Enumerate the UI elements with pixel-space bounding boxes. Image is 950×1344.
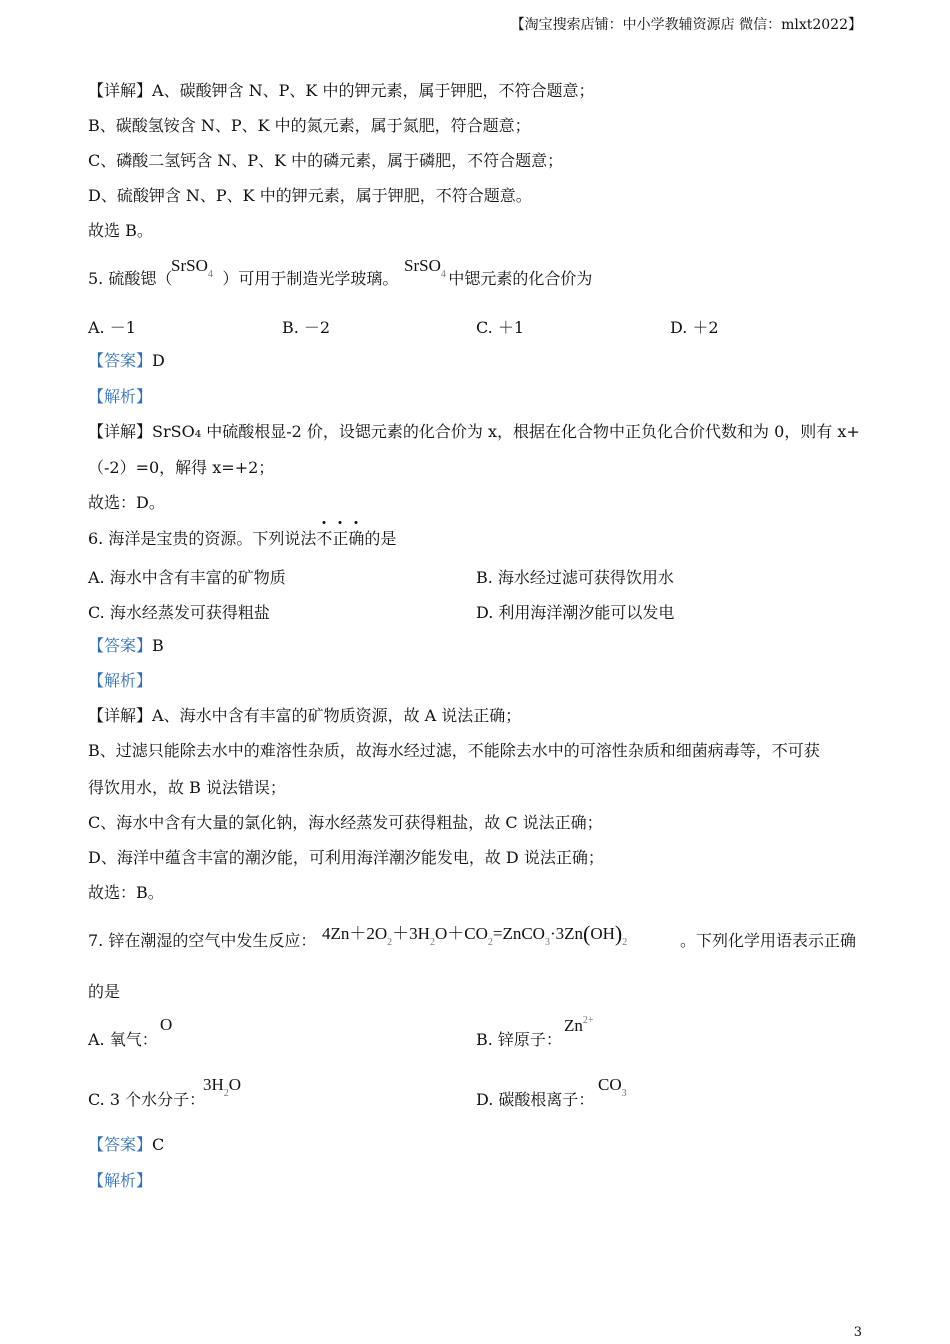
q7-answer (88, 1134, 164, 1156)
formula-text: SrSO (171, 256, 208, 275)
eq-subscript: 3 (544, 937, 550, 948)
eq-term: OH (590, 924, 615, 943)
eq-term: ＋3H (392, 924, 430, 943)
formula-text: CO (598, 1075, 622, 1094)
q7-analysis-tag: 【解析】 (88, 1171, 153, 1190)
q7-option-b-formula (564, 1016, 594, 1036)
q5-option-b: B. －2 (282, 318, 331, 337)
eq-subscript: 2 (622, 937, 628, 948)
emphasis-char: 不 (316, 529, 333, 548)
eq-paren-close: ) (614, 921, 623, 946)
formula-subscript: 2 (223, 1088, 229, 1099)
q4-detail-b: B、碳酸氢铵含 N、P、K 中的氮元素，属于氮肥，符合题意； (88, 116, 531, 135)
answer-value: B (152, 636, 164, 655)
q7-stem-line2: 的是 (88, 982, 121, 1001)
eq-term: ·3Zn (549, 924, 583, 943)
formula-text: O (228, 1075, 242, 1094)
eq-term: 4Zn＋2O (322, 924, 388, 943)
q6-stem-part1: 6. 海洋是宝贵的资源。下列说法 (88, 529, 317, 548)
eq-subscript: 2 (387, 937, 393, 948)
q5-detail-1 (88, 421, 860, 443)
q6-detail-b1: B、过滤只能除去水中的难溶性杂质，故海水经过滤，不能除去水中的可溶性杂质和细菌病毒等，不可获 (88, 741, 820, 760)
q5-formula-1 (171, 256, 213, 280)
q4-detail-d: D、硫酸钾含 N、P、K 中的钾元素，属于钾肥，不符合题意。 (88, 186, 532, 205)
q4-conclusion: 故选 B。 (88, 221, 153, 240)
eq-term: O＋CO (434, 924, 488, 943)
answer-value: C (152, 1135, 165, 1154)
q5-stem (88, 268, 592, 290)
q7-option-d-formula (598, 1075, 627, 1099)
formula-subscript: 4 (207, 269, 213, 280)
q6-analysis-tag: 【解析】 (88, 671, 153, 690)
q7-option-c-formula (203, 1075, 242, 1099)
q7-option-c-label: C. 3 个水分子： (88, 1090, 206, 1109)
q5-formula-2 (404, 256, 446, 280)
q5-detail-line1: SrSO₄ 中硫酸根显-2 价，设锶元素的化合价为 x，根据在化合物中正负化合价代数和为 0，则有 x+ (152, 422, 860, 441)
q7-option-a-formula: O (160, 1015, 173, 1034)
q4-detail-a-text: A、碳酸钾含 N、P、K 中的钾元素，属于钾肥，不符合题意； (152, 81, 595, 100)
eq-subscript: 2 (487, 937, 493, 948)
q6-option-c: C. 海水经蒸发可获得粗盐 (88, 603, 270, 622)
q6-option-a: A. 海水中含有丰富的矿物质 (88, 568, 286, 587)
q7-stem-part2: 。下列化学用语表示正确 (680, 931, 857, 950)
answer-tag: 【答案】 (88, 1135, 153, 1154)
page-header: 【淘宝搜索店铺：中小学教辅资源店 微信：mlxt2022】 (510, 17, 862, 33)
q7-stem-part1: 7. 锌在潮湿的空气中发生反应： (88, 931, 317, 950)
q7-option-a-label: A. 氧气： (88, 1030, 158, 1049)
q5-option-a: A. －1 (88, 318, 136, 337)
q6-stem (88, 528, 396, 550)
detail-tag: 【详解】 (88, 706, 153, 725)
q6-option-d: D. 利用海洋潮汐能可以发电 (476, 603, 675, 622)
formula-text: 3H (203, 1075, 224, 1094)
q5-conclusion: 故选：D。 (88, 493, 165, 512)
page-number: 3 (853, 1325, 862, 1340)
q6-detail-a (88, 705, 521, 727)
answer-tag: 【答案】 (88, 351, 153, 370)
eq-paren-open: ( (583, 921, 591, 946)
q5-option-c: C. ＋1 (476, 318, 525, 337)
q4-detail-a (88, 80, 594, 102)
detail-tag: 【详解】 (88, 422, 153, 441)
q6-conclusion: 故选：B。 (88, 883, 164, 902)
formula-superscript: 2+ (582, 1015, 594, 1026)
q6-stem-part2: 的是 (364, 529, 397, 548)
q7-reaction-equation (322, 919, 628, 948)
q6-detail-c: C、海水中含有大量的氯化钠，海水经蒸发可获得粗盐，故 C 说法正确； (88, 813, 603, 832)
q6-answer (88, 635, 164, 657)
q7-option-b-label: B. 锌原子： (476, 1030, 562, 1049)
q4-detail-c: C、磷酸二氢钙含 N、P、K 中的磷元素，属于磷肥，不符合题意； (88, 151, 564, 170)
eq-subscript: 2 (429, 937, 435, 948)
q5-stem-part1: 5. 硫酸锶（ (88, 269, 173, 288)
emphasis-char: 确 (348, 529, 365, 548)
emphasis-char: 正 (332, 529, 349, 548)
q7-option-d-label: D. 碳酸根离子： (476, 1090, 595, 1109)
formula-subscript: 4 (440, 269, 446, 280)
q6-detail-a-text: A、海水中含有丰富的矿物质资源，故 A 说法正确； (152, 706, 522, 725)
q5-option-d: D. ＋2 (670, 318, 719, 337)
q6-detail-d: D、海洋中蕴含丰富的潮汐能，可利用海洋潮汐能发电，故 D 说法正确； (88, 848, 604, 867)
answer-tag: 【答案】 (88, 636, 153, 655)
formula-text: Zn (564, 1016, 583, 1035)
q6-option-b: B. 海水经过滤可获得饮用水 (476, 568, 674, 587)
formula-text: SrSO (404, 256, 441, 275)
formula-subscript: 3 (621, 1088, 627, 1099)
q6-detail-b2: 得饮用水，故 B 说法错误； (88, 778, 286, 797)
eq-term: =ZnCO (492, 924, 545, 943)
q5-analysis-tag: 【解析】 (88, 387, 153, 406)
q5-stem-part3: 中锶元素的化合价为 (448, 269, 593, 288)
q5-stem-part2: ）可用于制造光学玻璃。 (222, 269, 399, 288)
answer-value: D (152, 351, 165, 370)
detail-tag: 【详解】 (88, 81, 153, 100)
q5-detail-2: （-2）=0，解得 x=+2； (88, 458, 275, 477)
q5-answer (88, 350, 165, 372)
